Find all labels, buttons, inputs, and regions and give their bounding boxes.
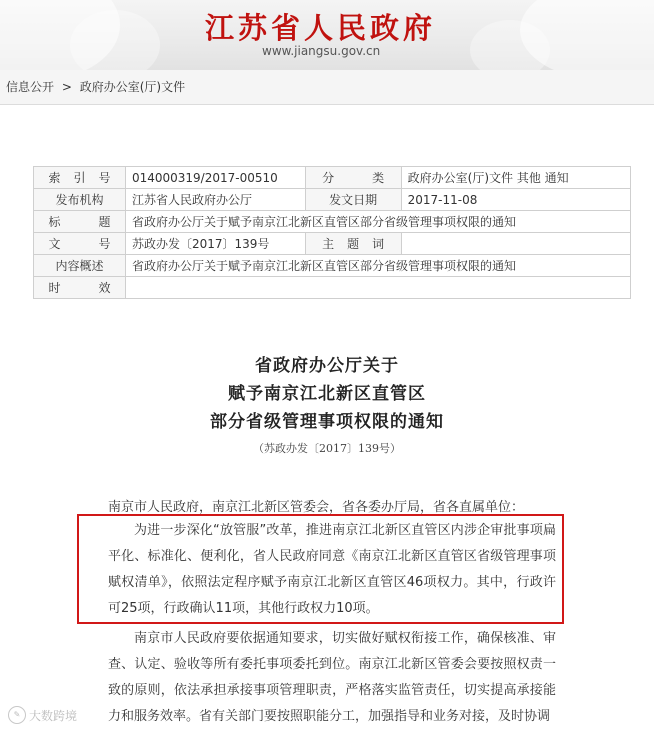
index-value: 014000319/2017-00510 bbox=[125, 167, 305, 189]
title-label: 标 题 bbox=[34, 211, 126, 233]
subject-label: 主 题 词 bbox=[305, 233, 401, 255]
document-title-line: 省政府办公厅关于 bbox=[255, 356, 399, 376]
subject-value bbox=[401, 233, 630, 255]
breadcrumb-separator: > bbox=[61, 80, 72, 94]
validity-value bbox=[125, 277, 630, 299]
body-paragraph-highlighted: 为进一步深化“放管服”改革，推进南京江北新区直管区内涉企审批事项扁平化、标准化、便利化，省人民政府同意《南京江北新区直管区省级管理事项赋权清单》，依照法定程序赋予南京江北新区直管区46项权力。其中，行政许可25项，行政确认11项，其他行政权力10项。 bbox=[108, 523, 556, 616]
issuer-label: 发布机构 bbox=[34, 189, 126, 211]
category-value: 政府办公室(厅)文件 其他 通知 bbox=[401, 167, 630, 189]
watermark bbox=[8, 706, 77, 724]
watermark-logo-icon: ✎ bbox=[8, 706, 26, 724]
summary-label: 内容概述 bbox=[34, 255, 126, 277]
document-title-line: 赋予南京江北新区直管区 bbox=[228, 384, 426, 404]
table-row bbox=[34, 277, 631, 299]
salutation: 南京市人民政府，南京江北新区管委会，省各委办厅局，省各直属单位： bbox=[108, 500, 525, 515]
docnum-label: 文 号 bbox=[34, 233, 126, 255]
document-metadata-table bbox=[33, 166, 631, 299]
body-paragraph: 南京市人民政府要依据通知要求，切实做好赋权衔接工作，确保核准、审查、认定、验收等所有委托事项委托到位。南京江北新区管委会要按照权责一致的原则，依法承担承接事项管理职责，严格落实监管责任，切实提高承接能力和服务效率。省有关部门要按照职能分工，加强指导和业务对接，及时协调 bbox=[108, 631, 556, 724]
breadcrumb bbox=[0, 70, 654, 105]
table-row bbox=[34, 211, 631, 233]
category-label: 分 类 bbox=[305, 167, 401, 189]
date-label: 发文日期 bbox=[305, 189, 401, 211]
index-label: 索 引 号 bbox=[34, 167, 126, 189]
table-row bbox=[34, 167, 631, 189]
watermark-text: 大数跨境 bbox=[29, 708, 78, 723]
decorative-flower bbox=[70, 10, 160, 70]
date-value: 2017-11-08 bbox=[401, 189, 630, 211]
document-title bbox=[0, 352, 654, 436]
summary-value: 省政府办公厅关于赋予南京江北新区直管区部分省级管理事项权限的通知 bbox=[125, 255, 630, 277]
table-row bbox=[34, 189, 631, 211]
validity-label: 时 效 bbox=[34, 277, 126, 299]
site-header bbox=[0, 0, 654, 70]
site-title[interactable]: 江苏省人民政府 bbox=[205, 11, 437, 45]
docnum-value: 苏政办发〔2017〕139号 bbox=[125, 233, 305, 255]
document-title-line: 部分省级管理事项权限的通知 bbox=[210, 412, 444, 432]
table-row bbox=[34, 233, 631, 255]
title-value: 省政府办公厅关于赋予南京江北新区直管区部分省级管理事项权限的通知 bbox=[125, 211, 630, 233]
site-url[interactable]: www.jiangsu.gov.cn bbox=[262, 44, 381, 58]
breadcrumb-link-info-public[interactable]: 信息公开 bbox=[6, 80, 55, 94]
issuer-value: 江苏省人民政府办公厅 bbox=[125, 189, 305, 211]
table-row bbox=[34, 255, 631, 277]
breadcrumb-link-office-docs[interactable]: 政府办公室(厅)文件 bbox=[79, 80, 186, 94]
document-number: （苏政办发〔2017〕139号） bbox=[253, 442, 401, 455]
